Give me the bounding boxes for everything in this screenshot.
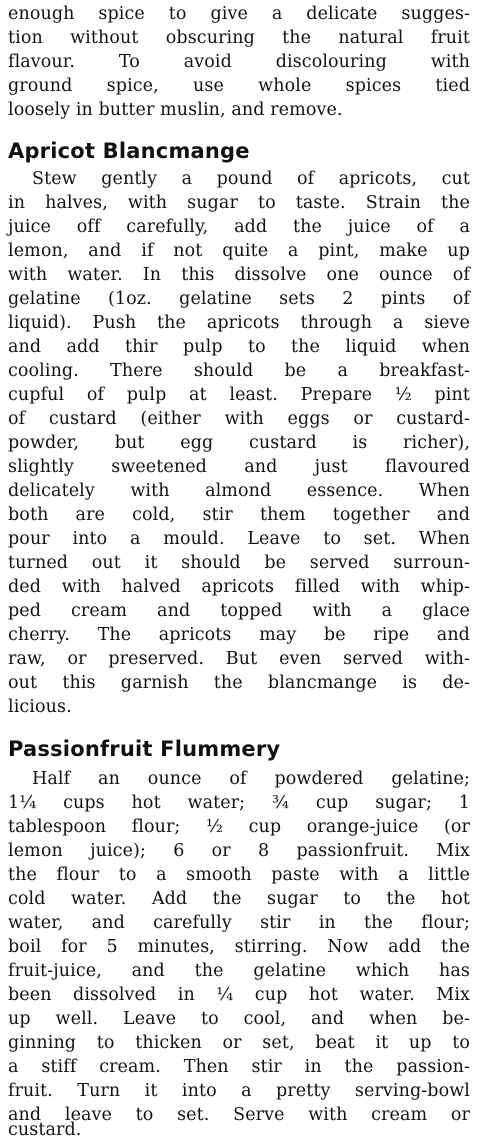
apricot-line-5: with water. In this dissolve one ounce of: [8, 265, 470, 285]
apricot-heading: Apricot Blancmange: [8, 139, 250, 163]
passionfruit-line-5: the flour to a smooth paste with a little: [8, 865, 470, 885]
apricot-line-20: cherry. The apricots may be ripe and: [8, 625, 470, 645]
apricot-line-21: raw, or preserved. But even served with-: [8, 649, 470, 669]
passionfruit-line-11: up well. Leave to cool, and when be-: [8, 1009, 470, 1029]
apricot-line-6: gelatine (1oz. gelatine sets 2 pints of: [8, 289, 470, 309]
passionfruit-line-15: and leave to set. Serve with cream or: [8, 1105, 470, 1125]
apricot-line-14: delicately with almond essence. When: [8, 481, 470, 501]
passionfruit-line-14: fruit. Turn it into a pretty serving-bowl: [8, 1081, 470, 1101]
passionfruit-line-3: tablespoon flour; ½ cup orange-juice (or: [8, 817, 470, 837]
apricot-line-16: pour into a mould. Leave to set. When: [8, 529, 470, 549]
apricot-line-1: Stew gently a pound of apricots, cut: [32, 169, 470, 189]
apricot-line-8: and add thir pulp to the liquid when: [8, 337, 470, 357]
apricot-line-23: licious.: [8, 697, 72, 717]
recipe-page: [8, 0, 470, 1143]
passionfruit-line-16: custard.: [8, 1120, 82, 1140]
apricot-line-9: cooling. There should be a breakfast-: [8, 361, 470, 381]
apricot-line-11: of custard (either with eggs or custard-: [8, 409, 470, 429]
passionfruit-line-13: a stiff cream. Then stir in the passion-: [8, 1057, 470, 1077]
apricot-line-12: powder, but egg custard is richer),: [8, 433, 470, 453]
apricot-line-15: both are cold, stir them together and: [8, 505, 470, 525]
passionfruit-line-6: cold water. Add the sugar to the hot: [8, 889, 470, 909]
passionfruit-line-10: been dissolved in ¼ cup hot water. Mix: [8, 985, 470, 1005]
passionfruit-line-2: 1¼ cups hot water; ¾ cup sugar; 1: [8, 793, 470, 813]
apricot-line-18: ded with halved apricots filled with whip-: [8, 577, 470, 597]
intro-line-3: flavour. To avoid discolouring with: [8, 52, 470, 72]
passionfruit-line-9: fruit-juice, and the gelatine which has: [8, 961, 470, 981]
passionfruit-line-12: ginning to thicken or set, beat it up to: [8, 1033, 470, 1053]
intro-line-4: ground spice, use whole spices tied: [8, 76, 470, 96]
apricot-line-17: turned out it should be served surroun-: [8, 553, 470, 573]
apricot-line-2: in halves, with sugar to taste. Strain the: [8, 193, 470, 213]
intro-line-5: loosely in butter muslin, and remove.: [8, 100, 343, 120]
passionfruit-line-7: water, and carefully stir in the flour;: [8, 913, 470, 933]
apricot-line-10: cupful of pulp at least. Prepare ½ pint: [8, 385, 470, 405]
apricot-line-22: out this garnish the blancmange is de-: [8, 673, 470, 693]
intro-line-2: tion without obscuring the natural fruit: [8, 28, 470, 48]
passionfruit-line-1: Half an ounce of powdered gelatine;: [32, 769, 470, 789]
apricot-line-13: slightly sweetened and just flavoured: [8, 457, 470, 477]
apricot-line-4: lemon, and if not quite a pint, make up: [8, 241, 470, 261]
passionfruit-line-4: lemon juice); 6 or 8 passionfruit. Mix: [8, 841, 470, 861]
passionfruit-heading: Passionfruit Flummery: [8, 737, 281, 761]
intro-line-1: enough spice to give a delicate sugges-: [8, 4, 470, 24]
apricot-line-7: liquid). Push the apricots through a sieve: [8, 313, 470, 333]
passionfruit-line-8: boil for 5 minutes, stirring. Now add the: [8, 937, 470, 957]
apricot-line-19: ped cream and topped with a glace: [8, 601, 470, 621]
apricot-line-3: juice off carefully, add the juice of a: [8, 217, 470, 237]
